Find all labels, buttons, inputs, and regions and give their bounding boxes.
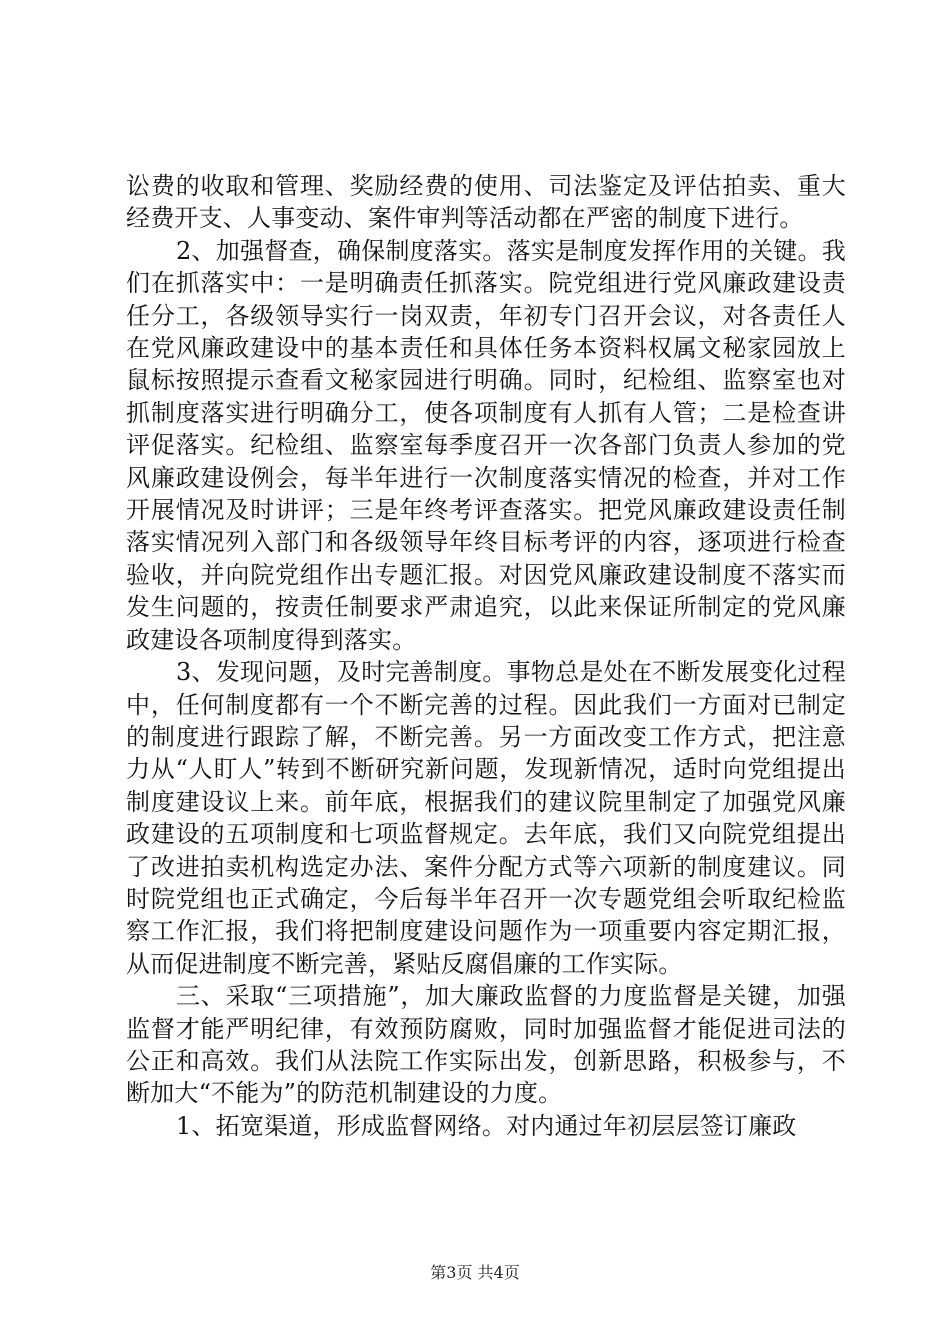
- paragraph-improve-system: 3、发现问题，及时完善制度。事物总是处在不断发展变化过程中，任何制度都有一个不断完善的过程。因此我们一方面对已制定的制度进行跟踪了解，不断完善。另一方面改变工作方式，把注意力从“人盯人”转到不断研究新问题，发现新情况，适时向党组提出制度建设议上来。前年底，根据我们的建议院里制定了加强党风廉政建设的五项制度和七项监督规定。去年底，我们又向院党组提出了改进拍卖机构选定办法、案件分配方式等六项新的制度建议。同时院党组也正式确定，今后每半年召开一次专题党组会听取纪检监察工作汇报，我们将把制度建设问题作为一项重要内容定期汇报，从而促进制度不断完善，紧贴反腐倡廉的工作实际。: [126, 658, 846, 978]
- paragraph-supervision-implementation: 2、加强督查，确保制度落实。落实是制度发挥作用的关键。我们在抓落实中：一是明确责任抓落实。院党组进行党风廉政建设责任分工，各级领导实行一岗双责，年初专门召开会议，对各责任人在党风廉政建设中的基本责任和具体任务本资料权属文秘家园放上鼠标按照提示查看文秘家园进行明确。同时，纪检组、监察室也对抓制度落实进行明确分工，使各项制度有人抓有人管；二是检查讲评促落实。纪检组、监察室每季度召开一次各部门负责人参加的党风廉政建设例会，每半年进行一次制度落实情况的检查，并对工作开展情况及时讲评；三是年终考评查落实。把党风廉政建设责任制落实情况列入部门和各级领导年终目标考评的内容，逐项进行检查验收，并向院党组作出专题汇报。对因党风廉政建设制度不落实而发生问题的，按责任制要求严肃追究，以此来保证所制定的党风廉政建设各项制度得到落实。: [126, 236, 846, 654]
- document-body: [126, 170, 846, 1142]
- paragraph-broaden-channels: 1、拓宽渠道，形成监督网络。对内通过年初层层签订廉政: [176, 1111, 797, 1140]
- page-number-footer: 第3页 共4页: [430, 1263, 520, 1282]
- paragraph-three-measures: 三、采取“三项措施”，加大廉政监督的力度监督是关键，加强监督才能严明纪律，有效预防腐败，同时加强监督才能促进司法的公正和高效。我们从法院工作实际出发，创新思路，积极参与，不断加大“不能为”的防范机制建设的力度。: [126, 982, 846, 1108]
- paragraph-continuation: 讼费的收取和管理、奖励经费的使用、司法鉴定及评估拍卖、重大经费开支、人事变动、案件审判等活动都在严密的制度下进行。: [126, 172, 846, 233]
